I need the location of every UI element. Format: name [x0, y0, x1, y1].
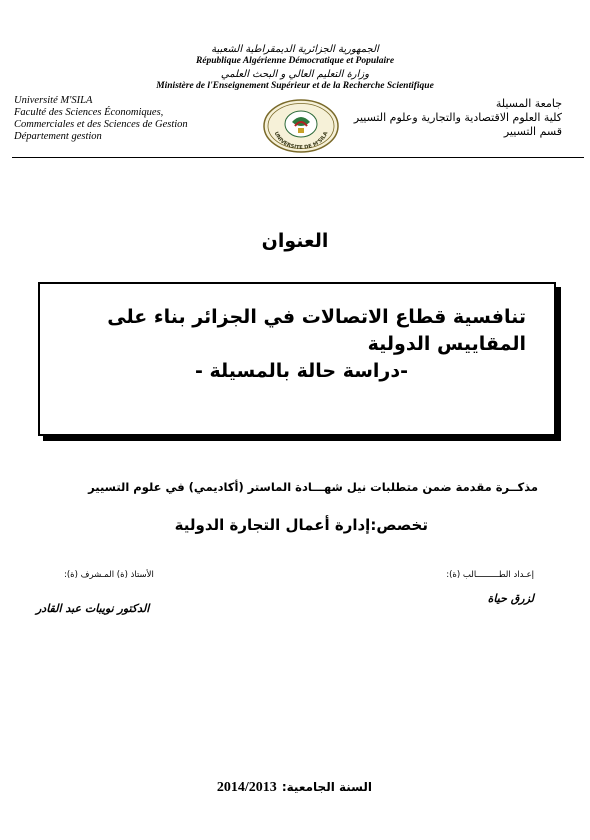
memo-statement: مذكــرة مقدمة ضمن متطلبات نيل شهـــادة الماستر (أكاديمي) في علوم التسيير	[88, 480, 538, 494]
academic-year	[217, 776, 372, 796]
student-label: إعـداد الطـــــــــالب (ة):	[446, 570, 534, 580]
title-frame	[38, 282, 556, 436]
thesis-title-main: تنافسية قطاع الاتصالات في الجزائر بناء على المقاييس الدولية	[107, 306, 526, 355]
faculty-name-ar: كلية العلوم الاقتصادية والتجارية وعلوم التسيير	[353, 111, 562, 124]
university-info-arabic	[354, 97, 562, 139]
university-name-fr: Université M'SILA	[14, 95, 93, 106]
university-info-french	[14, 95, 188, 143]
thesis-title	[68, 304, 526, 385]
faculty-name-fr: Faculté des Sciences Économiques,	[14, 107, 164, 118]
department-name-ar: قسم التسيير	[503, 125, 562, 138]
seal-text: UNIVERSITE DE M'SILA	[272, 131, 330, 152]
university-name-ar: جامعة المسيلة	[495, 97, 562, 110]
republic-arabic: الجمهورية الجزائرية الديمقراطية الشعبية	[211, 44, 379, 55]
title-heading: العنوان	[261, 230, 329, 252]
republic-french: République Algérienne Démocratique et Populaire	[195, 56, 395, 66]
supervisor-label: الأستاذ (ة) المـشرف (ة):	[64, 570, 154, 580]
student-name: لزرق حياة	[487, 592, 534, 605]
specialty: تخصص:إدارة أعمال التجارة الدولية	[174, 516, 428, 534]
ministry-arabic: وزارة التعليم العالي و البحث العلمي	[220, 69, 370, 80]
header-divider	[12, 157, 584, 158]
supervisor-name: الدكتور نويبات عبد القادر	[36, 602, 150, 615]
academic-year-label: السنة الجامعية:	[281, 780, 372, 794]
academic-year-value: 2014/2013	[216, 780, 277, 795]
department-name-fr: Département gestion	[14, 131, 102, 142]
faculty-name-fr-cont: Commerciales et des Sciences de Gestion	[14, 119, 188, 130]
thesis-title-subtitle: -دراسة حالة بالمسيلة -	[194, 360, 408, 382]
university-seal-icon	[262, 98, 340, 154]
ministry-french: Ministère de l'Enseignement Supérieur et de la Recherche Scientifique	[156, 81, 434, 91]
